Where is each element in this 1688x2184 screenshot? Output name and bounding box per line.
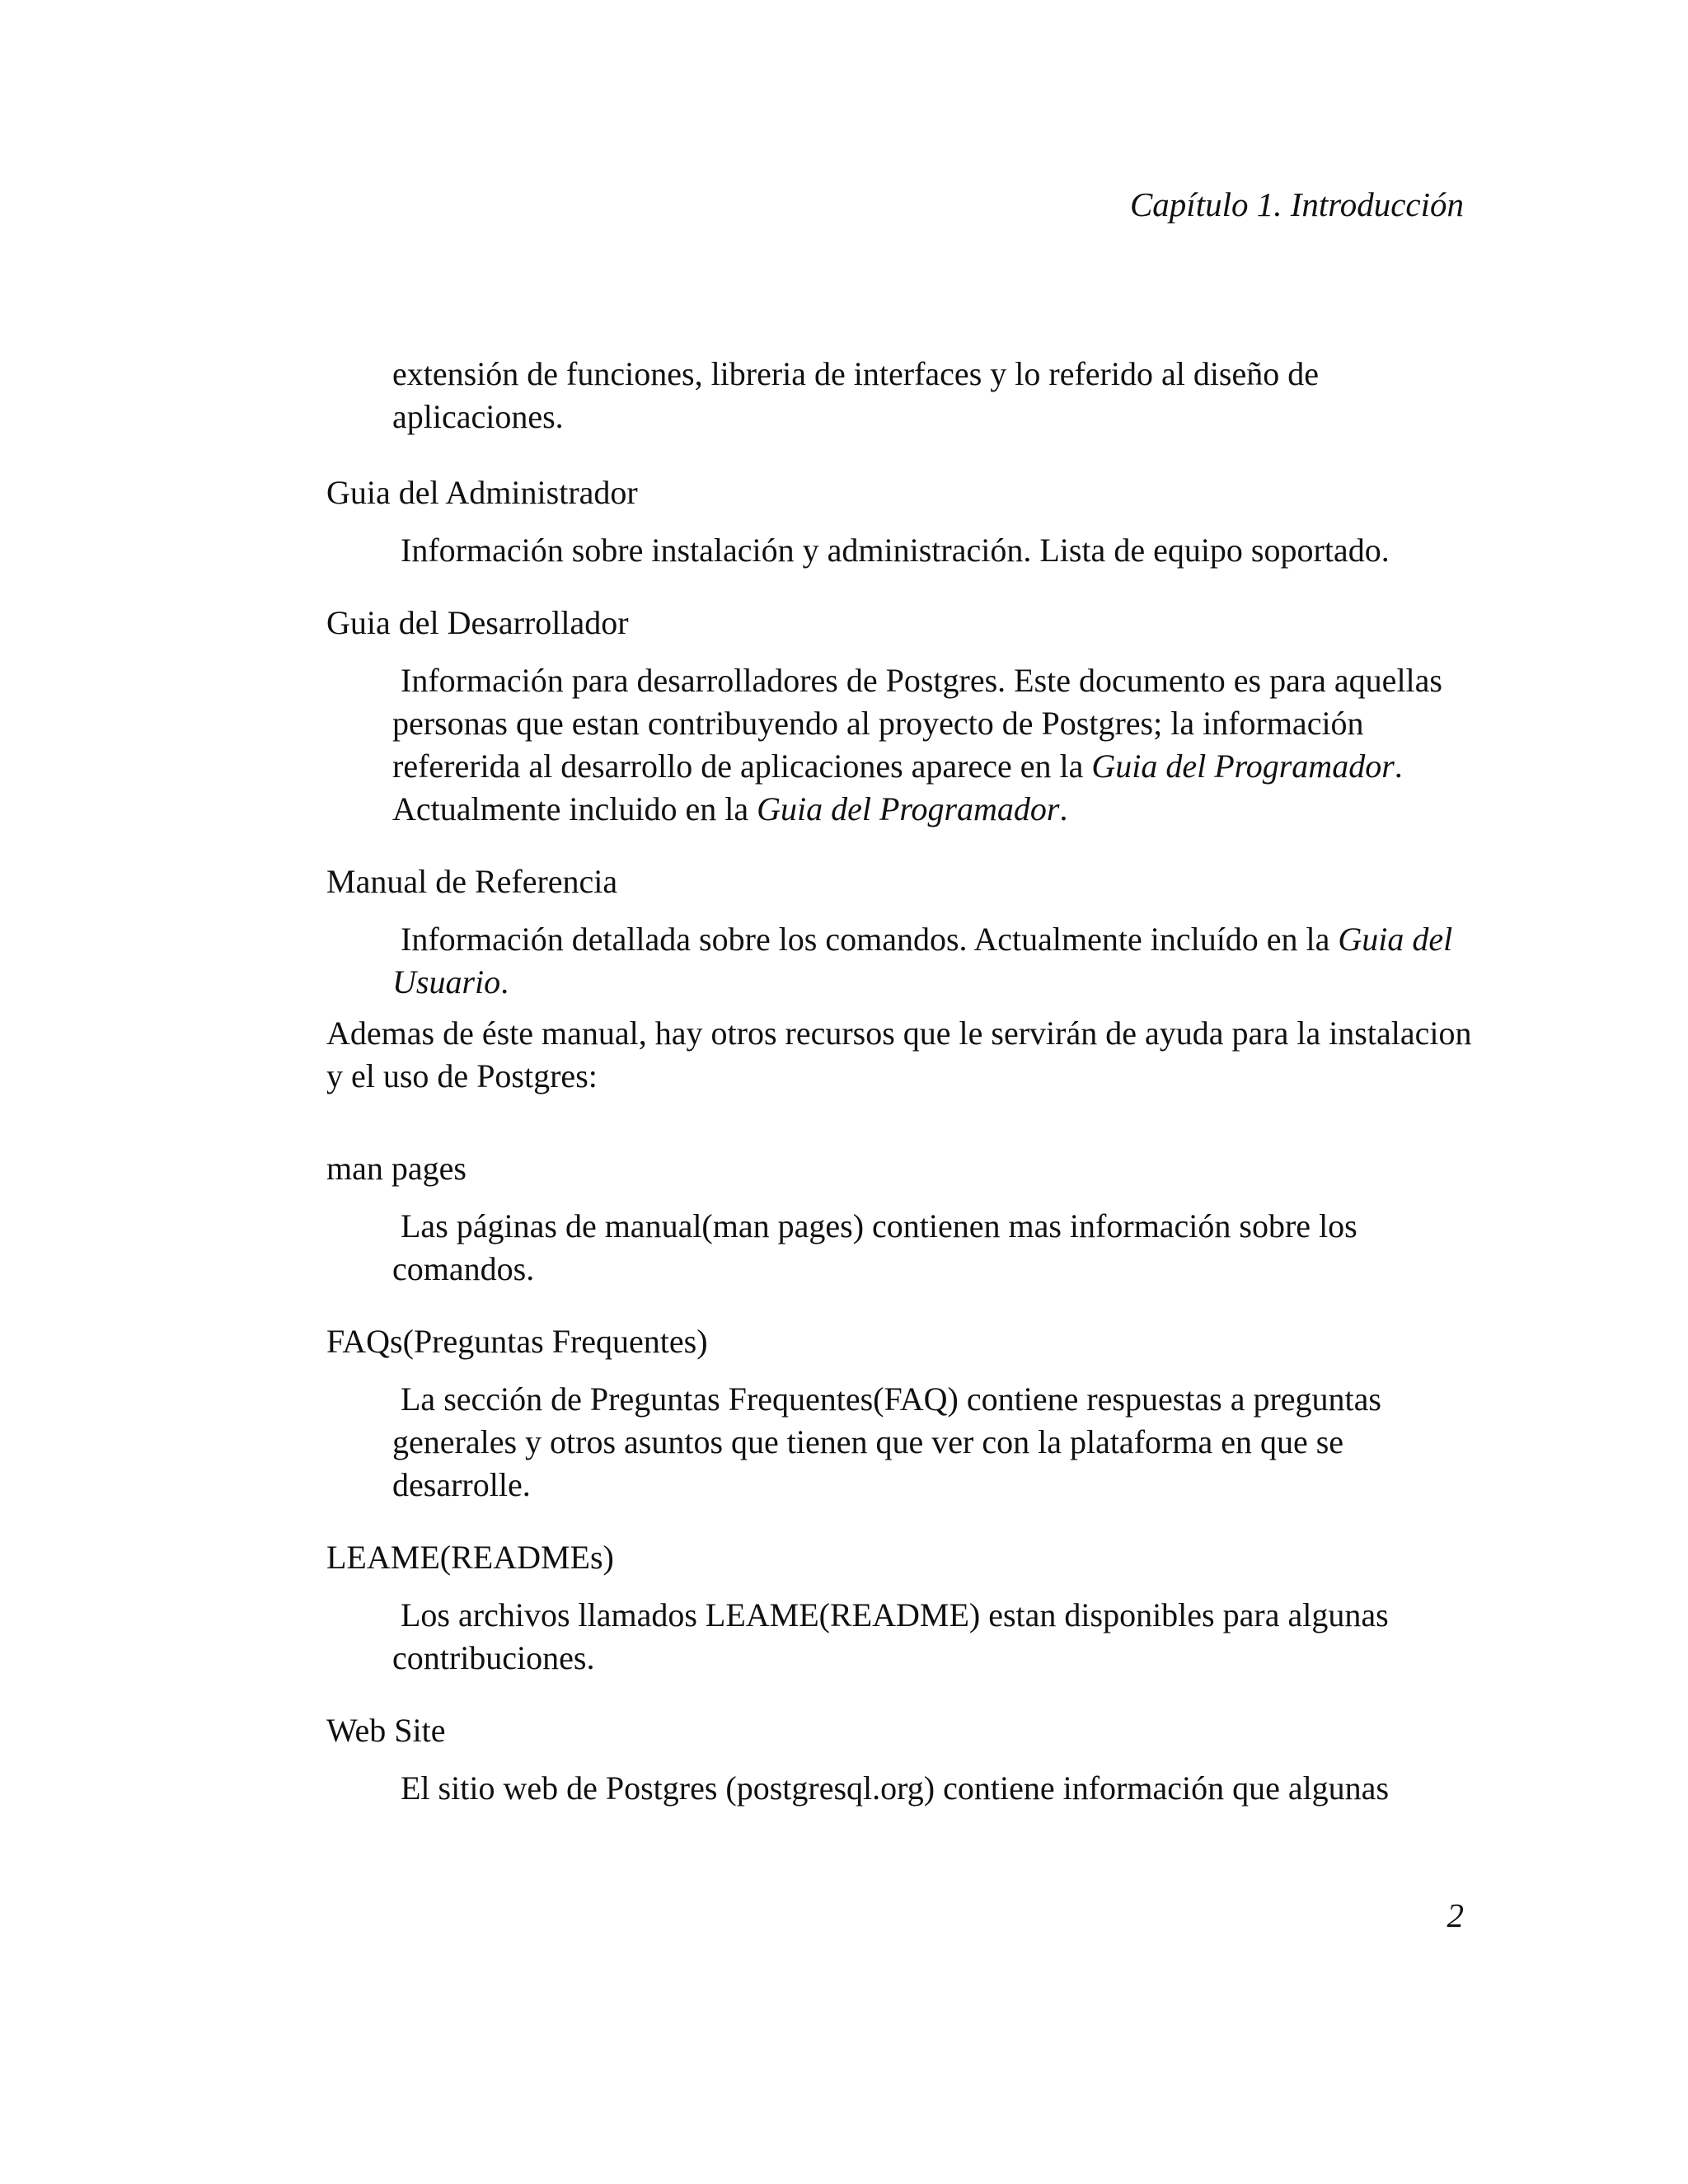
definition-text: Información para desarrolladores de Postgres. Este documento es para aquellas personas que estan contribuyendo al proyecto de Postgres; la información refererida al desarrollo de aplicaciones aparece en la [392,662,1442,785]
definition-guia-desarrollador [392,659,1472,831]
book-title-emphasis: Guia del Usuario [392,921,1453,1001]
definition-man-pages: Las páginas de manual(man pages) contienen mas información sobre los comandos. [392,1207,1357,1287]
definition-leame: Los archivos llamados LEAME(README) estan disponibles para algunas contribuciones. [392,1596,1389,1676]
term-faqs: FAQs(Preguntas Frequentes) [326,1323,708,1360]
definition-guia-administrador: Información sobre instalación y administración. Lista de equipo soportado. [401,532,1390,569]
definition-text: . Actualmente incluido en la [392,748,1403,827]
term-leame: LEAME(READMEs) [326,1539,614,1576]
definition-text: . [500,963,509,1001]
definition-text: Información detallada sobre los comandos. Actualmente incluído en la [401,921,1339,958]
page-number: 2 [1447,1896,1464,1934]
running-header: Capítulo 1. Introducción [1129,185,1464,223]
continued-definition: extensión de funciones, libreria de interfaces y lo referido al diseño de aplicaciones. [392,355,1320,435]
definition-web-site: El sitio web de Postgres (postgresql.org) contiene información que algunas [401,1769,1390,1807]
intro-paragraph: Ademas de éste manual, hay otros recursos que le servirán de ayuda para la instalacion y el uso de Postgres: [326,1015,1472,1094]
term-web-site: Web Site [326,1712,446,1749]
term-guia-desarrollador: Guia del Desarrollador [326,604,629,641]
book-title-emphasis: Guia del Programador [757,790,1060,827]
definition-faqs: La sección de Preguntas Frequentes(FAQ) contiene respuestas a preguntas generales y otros asuntos que tienen que ver con la plataforma en que se desarrolle. [392,1380,1381,1503]
page-body [326,353,1472,1810]
term-man-pages: man pages [326,1150,467,1187]
definition-text: . [1059,790,1068,827]
definition-manual-referencia [392,918,1472,1004]
term-guia-administrador: Guia del Administrador [326,474,638,511]
book-title-emphasis: Guia del Programador [1091,748,1395,785]
term-manual-referencia: Manual de Referencia [326,863,618,900]
